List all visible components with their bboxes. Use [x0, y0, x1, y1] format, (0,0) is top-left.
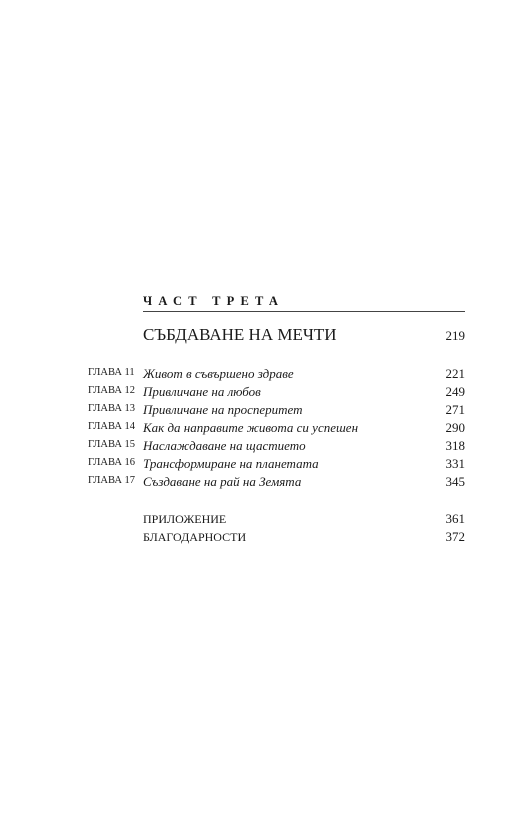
chapter-label: ГЛАВА 16	[88, 457, 136, 468]
chapter-page-number: 271	[445, 402, 465, 417]
toc-entry[interactable]	[0, 403, 531, 421]
toc-entry[interactable]	[0, 475, 531, 493]
chapter-page-number: 221	[445, 366, 465, 381]
toc-entry[interactable]	[0, 457, 531, 475]
chapter-page-number: 318	[445, 438, 465, 453]
chapter-page-number: 331	[445, 456, 465, 471]
toc-extra-entry[interactable]	[0, 512, 531, 530]
chapter-title: Как да направите живота си успешен	[143, 420, 359, 435]
chapter-title: Привличане на просперитет	[143, 402, 303, 417]
chapter-title: Създаване на рай на Земята	[143, 474, 302, 489]
toc-entry[interactable]	[0, 385, 531, 403]
divider-rule	[143, 311, 465, 312]
part-label: ЧАСТ ТРЕТА	[143, 294, 285, 308]
appendix-page-number: 361	[445, 511, 465, 526]
toc-extra-entry[interactable]	[0, 530, 531, 548]
chapter-page-number: 290	[445, 420, 465, 435]
part-page-number: 219	[445, 328, 465, 343]
chapter-title: Наслаждаване на щастието	[143, 438, 306, 453]
chapter-label: ГЛАВА 11	[88, 367, 135, 378]
acknowledgements-title: БЛАГОДАРНОСТИ	[143, 530, 247, 544]
chapter-page-number: 249	[445, 384, 465, 399]
toc-entry[interactable]	[0, 439, 531, 457]
chapter-label: ГЛАВА 13	[88, 403, 136, 414]
chapter-label: ГЛАВА 14	[88, 421, 136, 432]
appendix-title: ПРИЛОЖЕНИЕ	[143, 512, 227, 526]
chapter-label: ГЛАВА 12	[88, 385, 136, 396]
acknowledgements-page-number: 372	[445, 529, 465, 544]
chapter-title: Трансформиране на планетата	[143, 456, 319, 471]
chapter-page-number: 345	[445, 474, 465, 489]
chapter-title: Живот в съвършено здраве	[143, 366, 294, 381]
toc-entry[interactable]	[0, 367, 531, 385]
chapter-label: ГЛАВА 15	[88, 439, 136, 450]
part-title: СЪБДАВАНЕ НА МЕЧТИ	[143, 325, 337, 344]
chapter-label: ГЛАВА 17	[88, 475, 136, 486]
chapter-title: Привличане на любов	[143, 384, 261, 399]
toc-entry[interactable]	[0, 421, 531, 439]
